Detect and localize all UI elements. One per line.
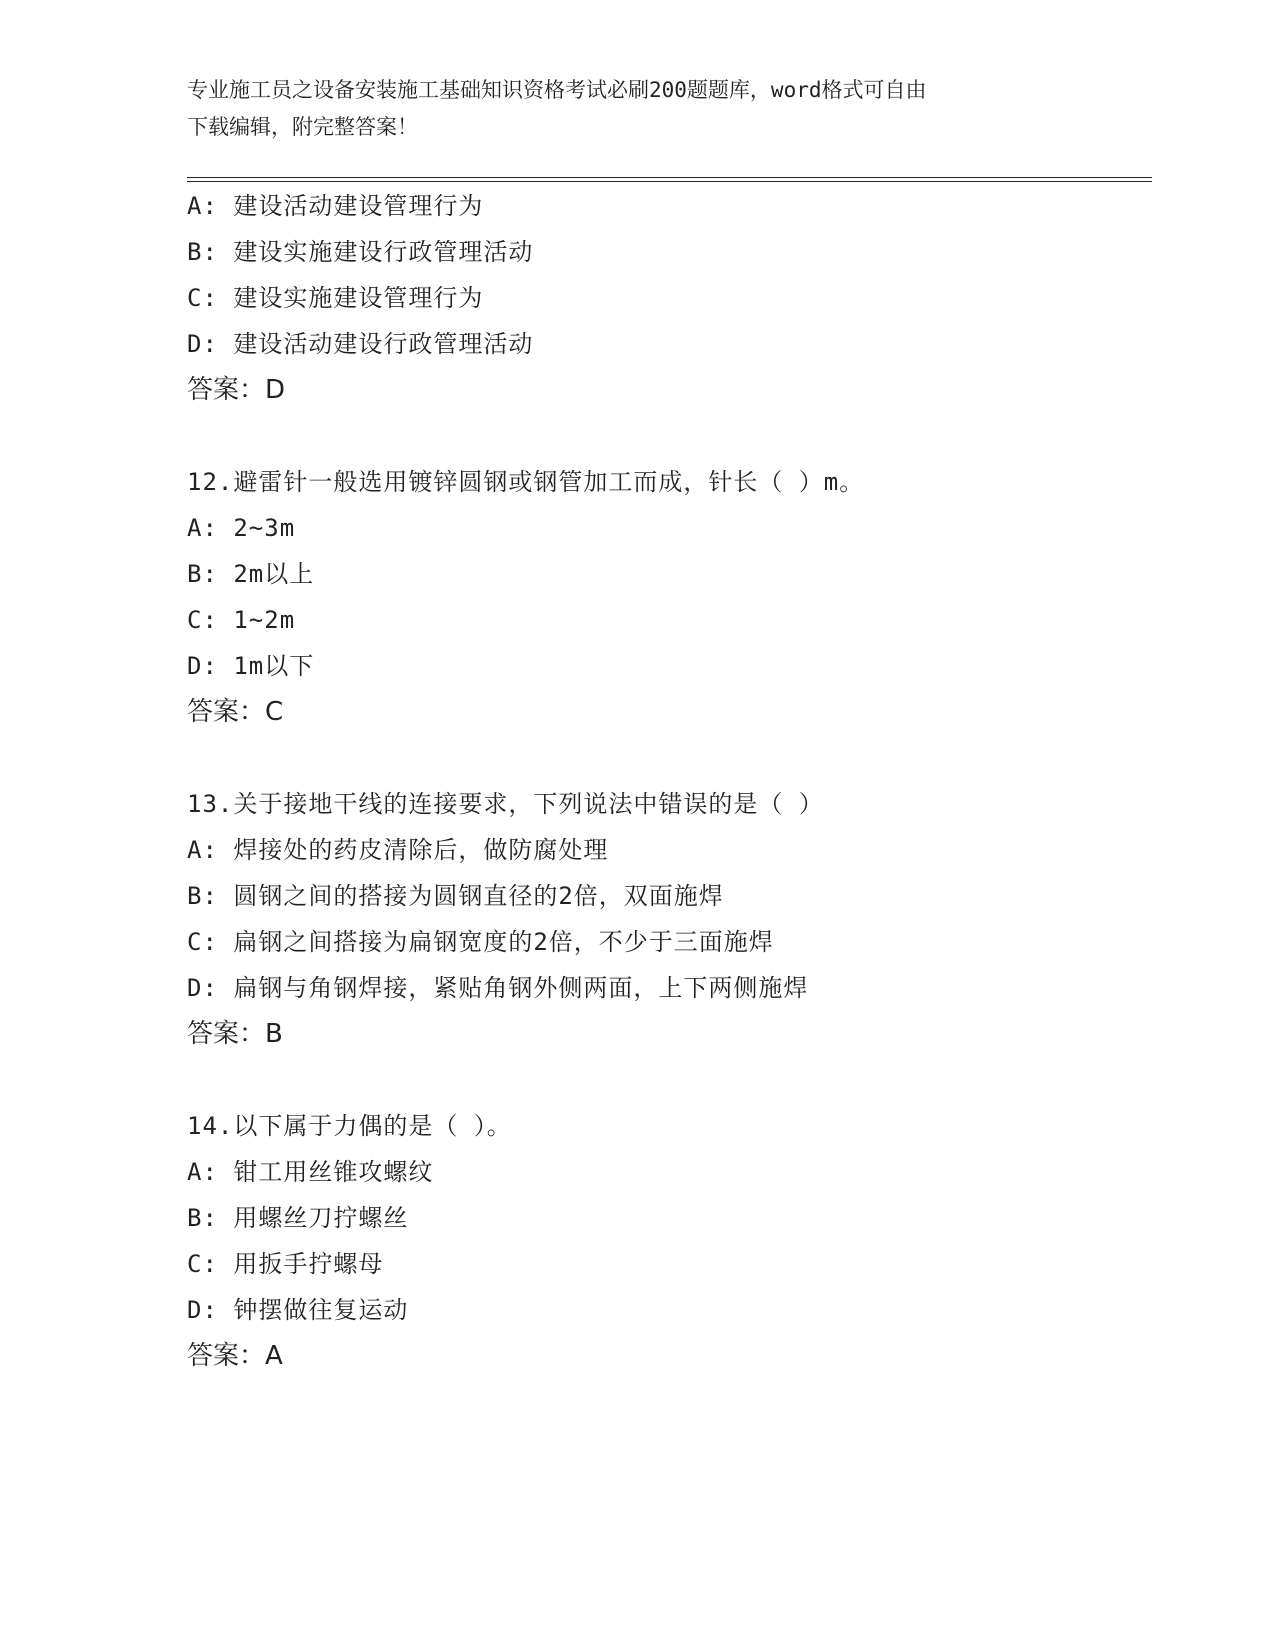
header-rule-bottom: [187, 181, 1152, 182]
q12-option-c: C: 1~2m: [187, 606, 296, 634]
q13-option-a: A: 焊接处的药皮清除后，做防腐处理: [187, 836, 609, 864]
question-14-block: [187, 1110, 1157, 1372]
question-13-block: [187, 788, 1157, 1050]
q14-option-b: B: 用螺丝刀拧螺丝: [187, 1204, 409, 1232]
q11-answer: 答案：D: [187, 375, 286, 405]
question-12-block: [187, 466, 1157, 728]
q13-option-c: C: 扁钢之间搭接为扁钢宽度的2倍，不少于三面施焊: [187, 928, 774, 956]
q14-option-d: D: 钟摆做往复运动: [187, 1296, 409, 1324]
header-line-2: 下载编辑，附完整答案！: [187, 115, 418, 139]
q12-option-a: A: 2~3m: [187, 514, 296, 542]
question-list: [187, 190, 1157, 1432]
q12-option-d: D: 1m以下: [187, 652, 315, 680]
q11-option-b: B: 建设实施建设行政管理活动: [187, 238, 534, 266]
q12-option-b: B: 2m以上: [187, 560, 315, 588]
question-11-block: [187, 190, 1157, 406]
q13-answer: 答案：B: [187, 1019, 283, 1049]
q13-title: 13.关于接地干线的连接要求，下列说法中错误的是（ ）: [187, 790, 824, 818]
q11-option-a: A: 建设活动建设管理行为: [187, 192, 484, 220]
q13-option-d: D: 扁钢与角钢焊接，紧贴角钢外侧两面，上下两侧施焊: [187, 974, 809, 1002]
q14-option-a: A: 钳工用丝锥攻螺纹: [187, 1158, 434, 1186]
header-line-1: 专业施工员之设备安装施工基础知识资格考试必刷200题题库，word格式可自由: [187, 78, 927, 102]
q11-option-c: C: 建设实施建设管理行为: [187, 284, 484, 312]
header-rule-top: [187, 177, 1152, 178]
q14-option-c: C: 用扳手拧螺母: [187, 1250, 384, 1278]
q11-option-d: D: 建设活动建设行政管理活动: [187, 330, 534, 358]
document-header: [187, 72, 1087, 146]
q13-option-b: B: 圆钢之间的搭接为圆钢直径的2倍，双面施焊: [187, 882, 724, 910]
q14-title: 14.以下属于力偶的是（ ）。: [187, 1112, 512, 1140]
q14-answer: 答案：A: [187, 1341, 283, 1371]
q12-answer: 答案：C: [187, 697, 284, 727]
q12-title: 12.避雷针一般选用镀锌圆钢或钢管加工而成，针长（ ）m。: [187, 468, 865, 496]
